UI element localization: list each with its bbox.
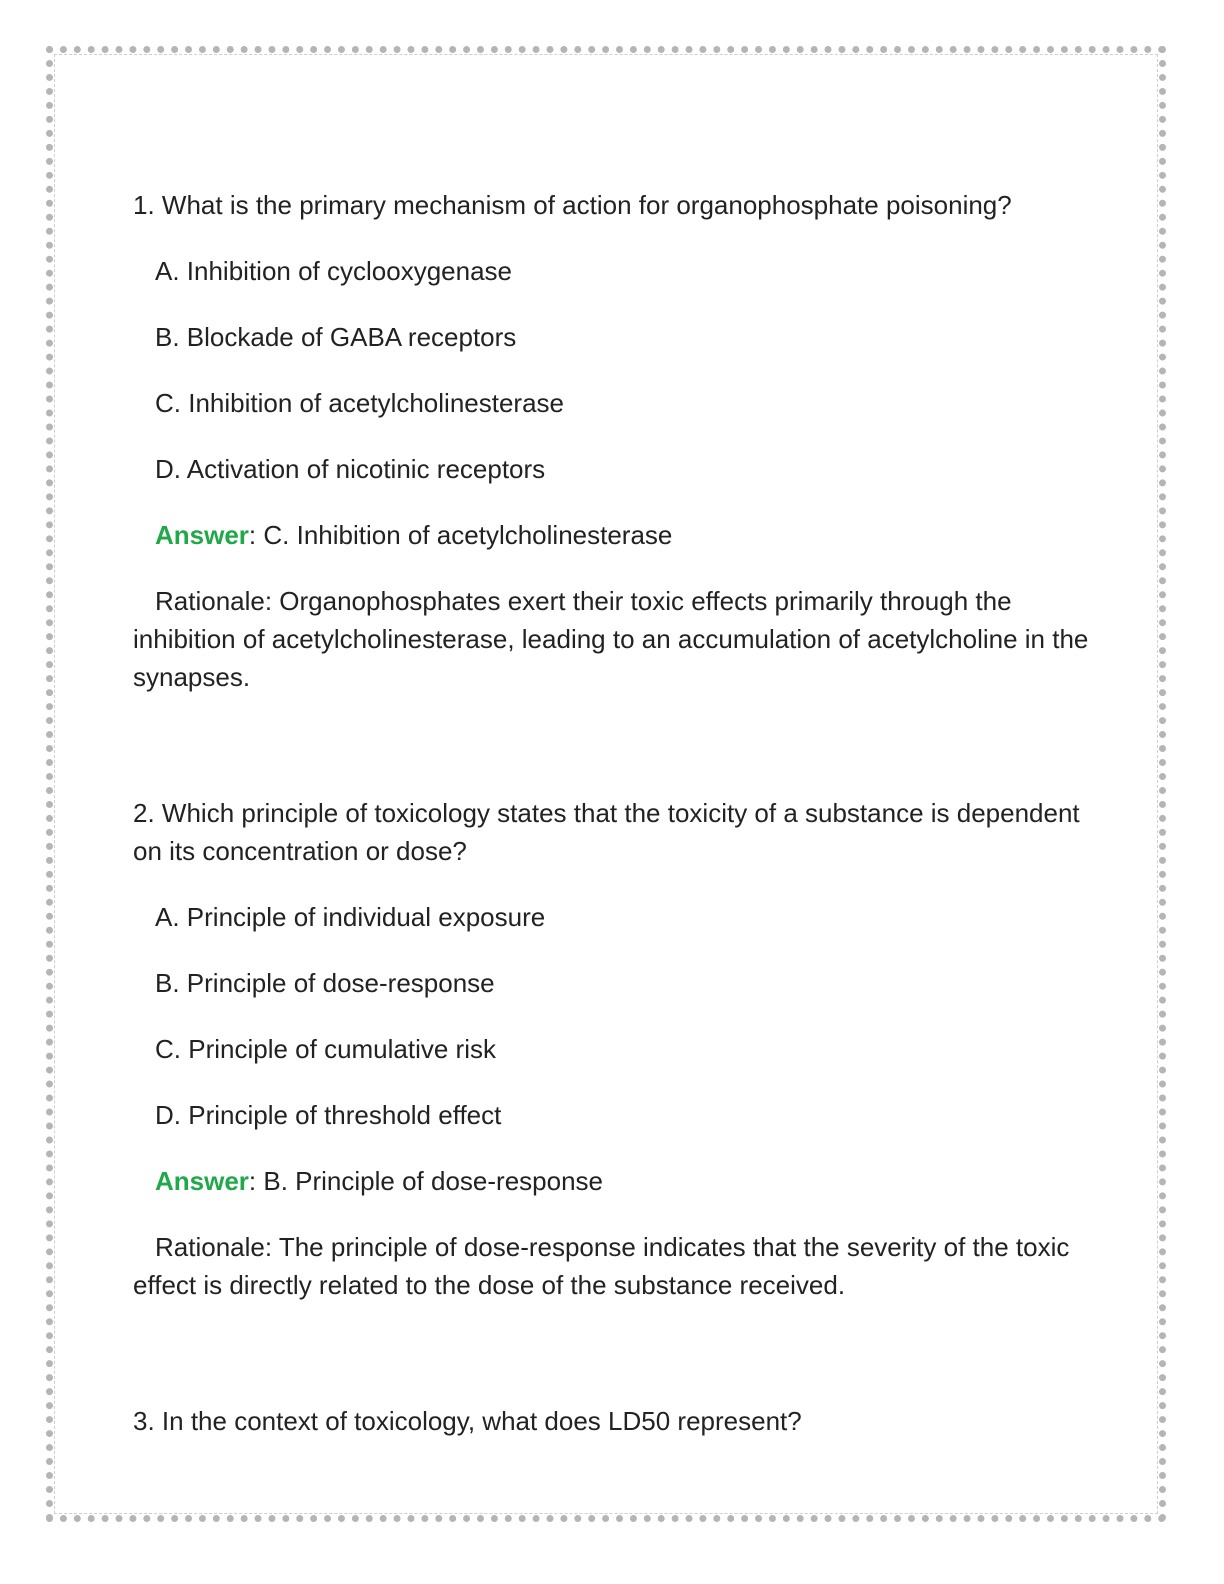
option-b: B. Principle of dose-response bbox=[155, 968, 495, 998]
document-content bbox=[133, 160, 1093, 1468]
rationale bbox=[133, 1228, 1093, 1304]
answer-label: Answer bbox=[155, 520, 249, 550]
option-b: B. Blockade of GABA receptors bbox=[155, 322, 517, 352]
option-d: D. Activation of nicotinic receptors bbox=[155, 454, 546, 484]
option-d: D. Principle of threshold effect bbox=[155, 1100, 502, 1130]
option-a: A. Inhibition of cyclooxygenase bbox=[155, 256, 512, 286]
answer-line bbox=[133, 516, 1093, 554]
question-prompt: In the context of toxicology, what does LD50 represent? bbox=[161, 1406, 802, 1436]
question-prompt: What is the primary mechanism of action for organophosphate poisoning? bbox=[161, 190, 1012, 220]
question-number: 1. bbox=[133, 190, 155, 220]
answer-line bbox=[133, 1162, 1093, 1200]
question-1 bbox=[133, 186, 1093, 696]
option-c: C. Principle of cumulative risk bbox=[155, 1034, 496, 1064]
answer-label: Answer bbox=[155, 1166, 249, 1196]
question-number: 2. bbox=[133, 798, 155, 828]
question-text bbox=[133, 794, 1093, 870]
question-text bbox=[133, 186, 1093, 224]
question-2 bbox=[133, 794, 1093, 1304]
question-text bbox=[133, 1402, 1093, 1440]
question-prompt: Which principle of toxicology states that the toxicity of a substance is dependent on its concentration or dose? bbox=[133, 798, 1080, 866]
rationale-text: Rationale: Organophosphates exert their toxic effects primarily through the inhibition of acetylcholinesterase, leading to an accumulation of acetylcholine in the synapses. bbox=[133, 586, 1089, 692]
rationale-text: Rationale: The principle of dose-response indicates that the severity of the toxic effect is directly related to the dose of the substance received. bbox=[133, 1232, 1070, 1300]
option-c: C. Inhibition of acetylcholinesterase bbox=[155, 388, 565, 418]
answer-text: : B. Principle of dose-response bbox=[248, 1166, 603, 1196]
answer-text: : C. Inhibition of acetylcholinesterase bbox=[248, 520, 673, 550]
question-number: 3. bbox=[133, 1406, 155, 1436]
rationale bbox=[133, 582, 1093, 696]
option-a: A. Principle of individual exposure bbox=[155, 902, 546, 932]
question-3 bbox=[133, 1402, 1093, 1440]
